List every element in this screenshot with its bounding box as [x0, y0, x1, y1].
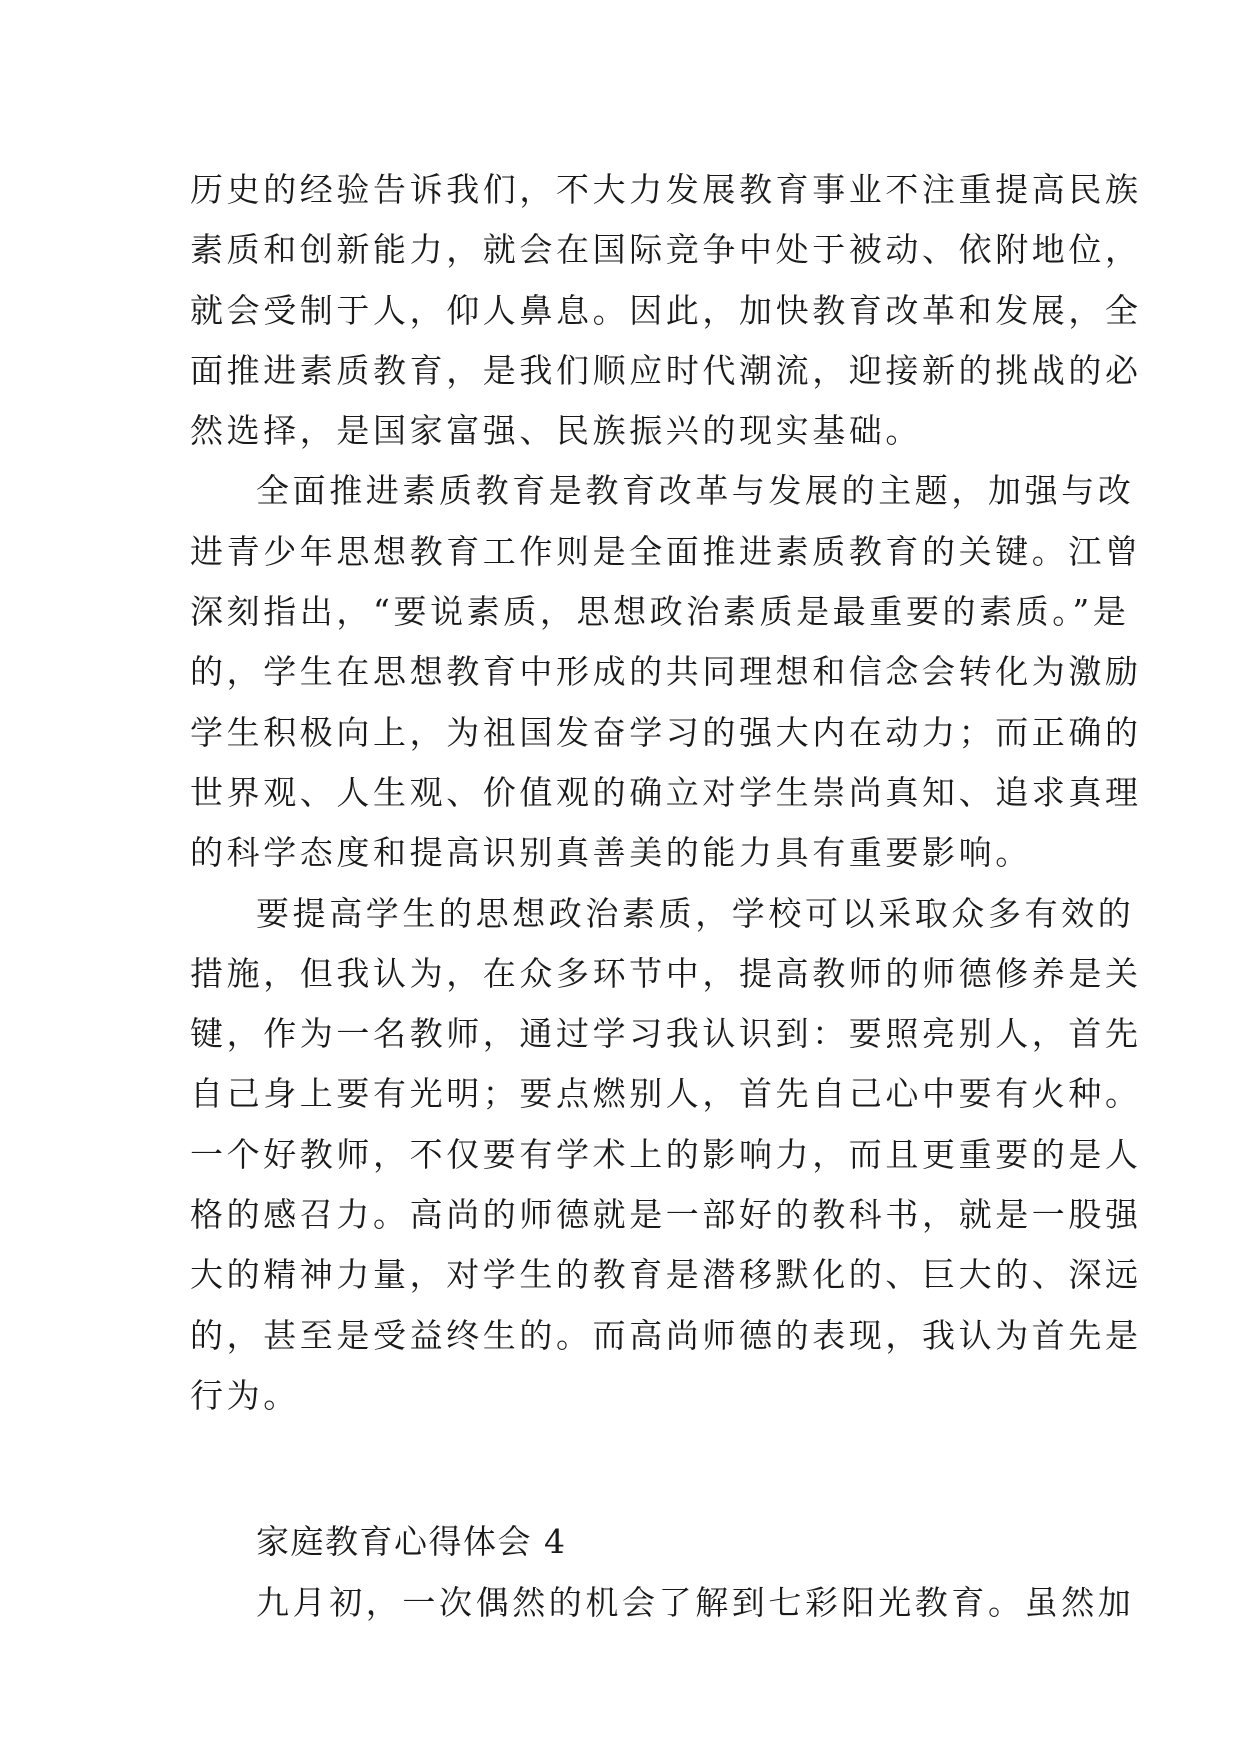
paragraph-history-experience [190, 160, 1142, 461]
text-line: 学生积极向上，为祖国发奋学习的强大内在动力；而正确的 [190, 712, 1142, 752]
text-line: 就会受制于人，仰人鼻息。因此，加快教育改革和发展，全 [190, 290, 1142, 330]
text-line: 深刻指出，“要说素质，思想政治素质是最重要的素质。”是 [190, 592, 1130, 632]
text-line: 一个好教师，不仅要有学术上的影响力，而且更重要的是人 [190, 1134, 1142, 1174]
section-spacer [190, 1426, 1050, 1512]
text-line: 大的精神力量，对学生的教育是潜移默化的、巨大的、深远 [190, 1255, 1142, 1295]
document-page [190, 160, 1142, 1633]
paragraph-teacher-ethics [190, 884, 1142, 1427]
text-line: 行为。 [190, 1375, 300, 1415]
text-line: 历史的经验告诉我们，不大力发展教育事业不注重提高民族 [190, 170, 1142, 209]
section-heading: 家庭教育心得体会 4 [256, 1522, 567, 1562]
text-line: 的科学态度和提高识别真善美的能力具有重要影响。 [190, 833, 1032, 873]
text-line: 要提高学生的思想政治素质，学校可以采取众多有效的 [256, 893, 1135, 933]
text-line: 的，甚至是受益终生的。而高尚师德的表现，我认为首先是 [190, 1315, 1142, 1355]
text-line: 世界观、人生观、价值观的确立对学生崇尚真知、追求真理 [190, 772, 1142, 812]
text-line: 全面推进素质教育是教育改革与发展的主题，加强与改 [256, 471, 1135, 511]
text-line: 格的感召力。高尚的师德就是一部好的教科书，就是一股强 [190, 1195, 1142, 1235]
text-line: 的，学生在思想教育中形成的共同理想和信念会转化为激励 [190, 652, 1142, 692]
text-line: 进青少年思想教育工作则是全面推进素质教育的关键。江曾 [190, 531, 1142, 571]
text-line: 面推进素质教育，是我们顺应时代潮流，迎接新的挑战的必 [190, 350, 1142, 390]
text-line: 措施，但我认为，在众多环节中，提高教师的师德修养是关 [190, 953, 1142, 993]
text-line: 键，作为一名教师，通过学习我认识到：要照亮别人，首先 [190, 1014, 1142, 1054]
text-line: 素质和创新能力，就会在国际竞争中处于被动、依附地位， [190, 230, 1142, 270]
text-line: 九月初，一次偶然的机会了解到七彩阳光教育。虽然加 [256, 1582, 1135, 1622]
text-line: 自己身上要有光明；要点燃别人，首先自己心中要有火种。 [190, 1074, 1142, 1114]
paragraph-quality-education [190, 461, 1142, 883]
paragraph-family-education [190, 1573, 1135, 1633]
text-line: 然选择，是国家富强、民族振兴的现实基础。 [190, 411, 922, 451]
